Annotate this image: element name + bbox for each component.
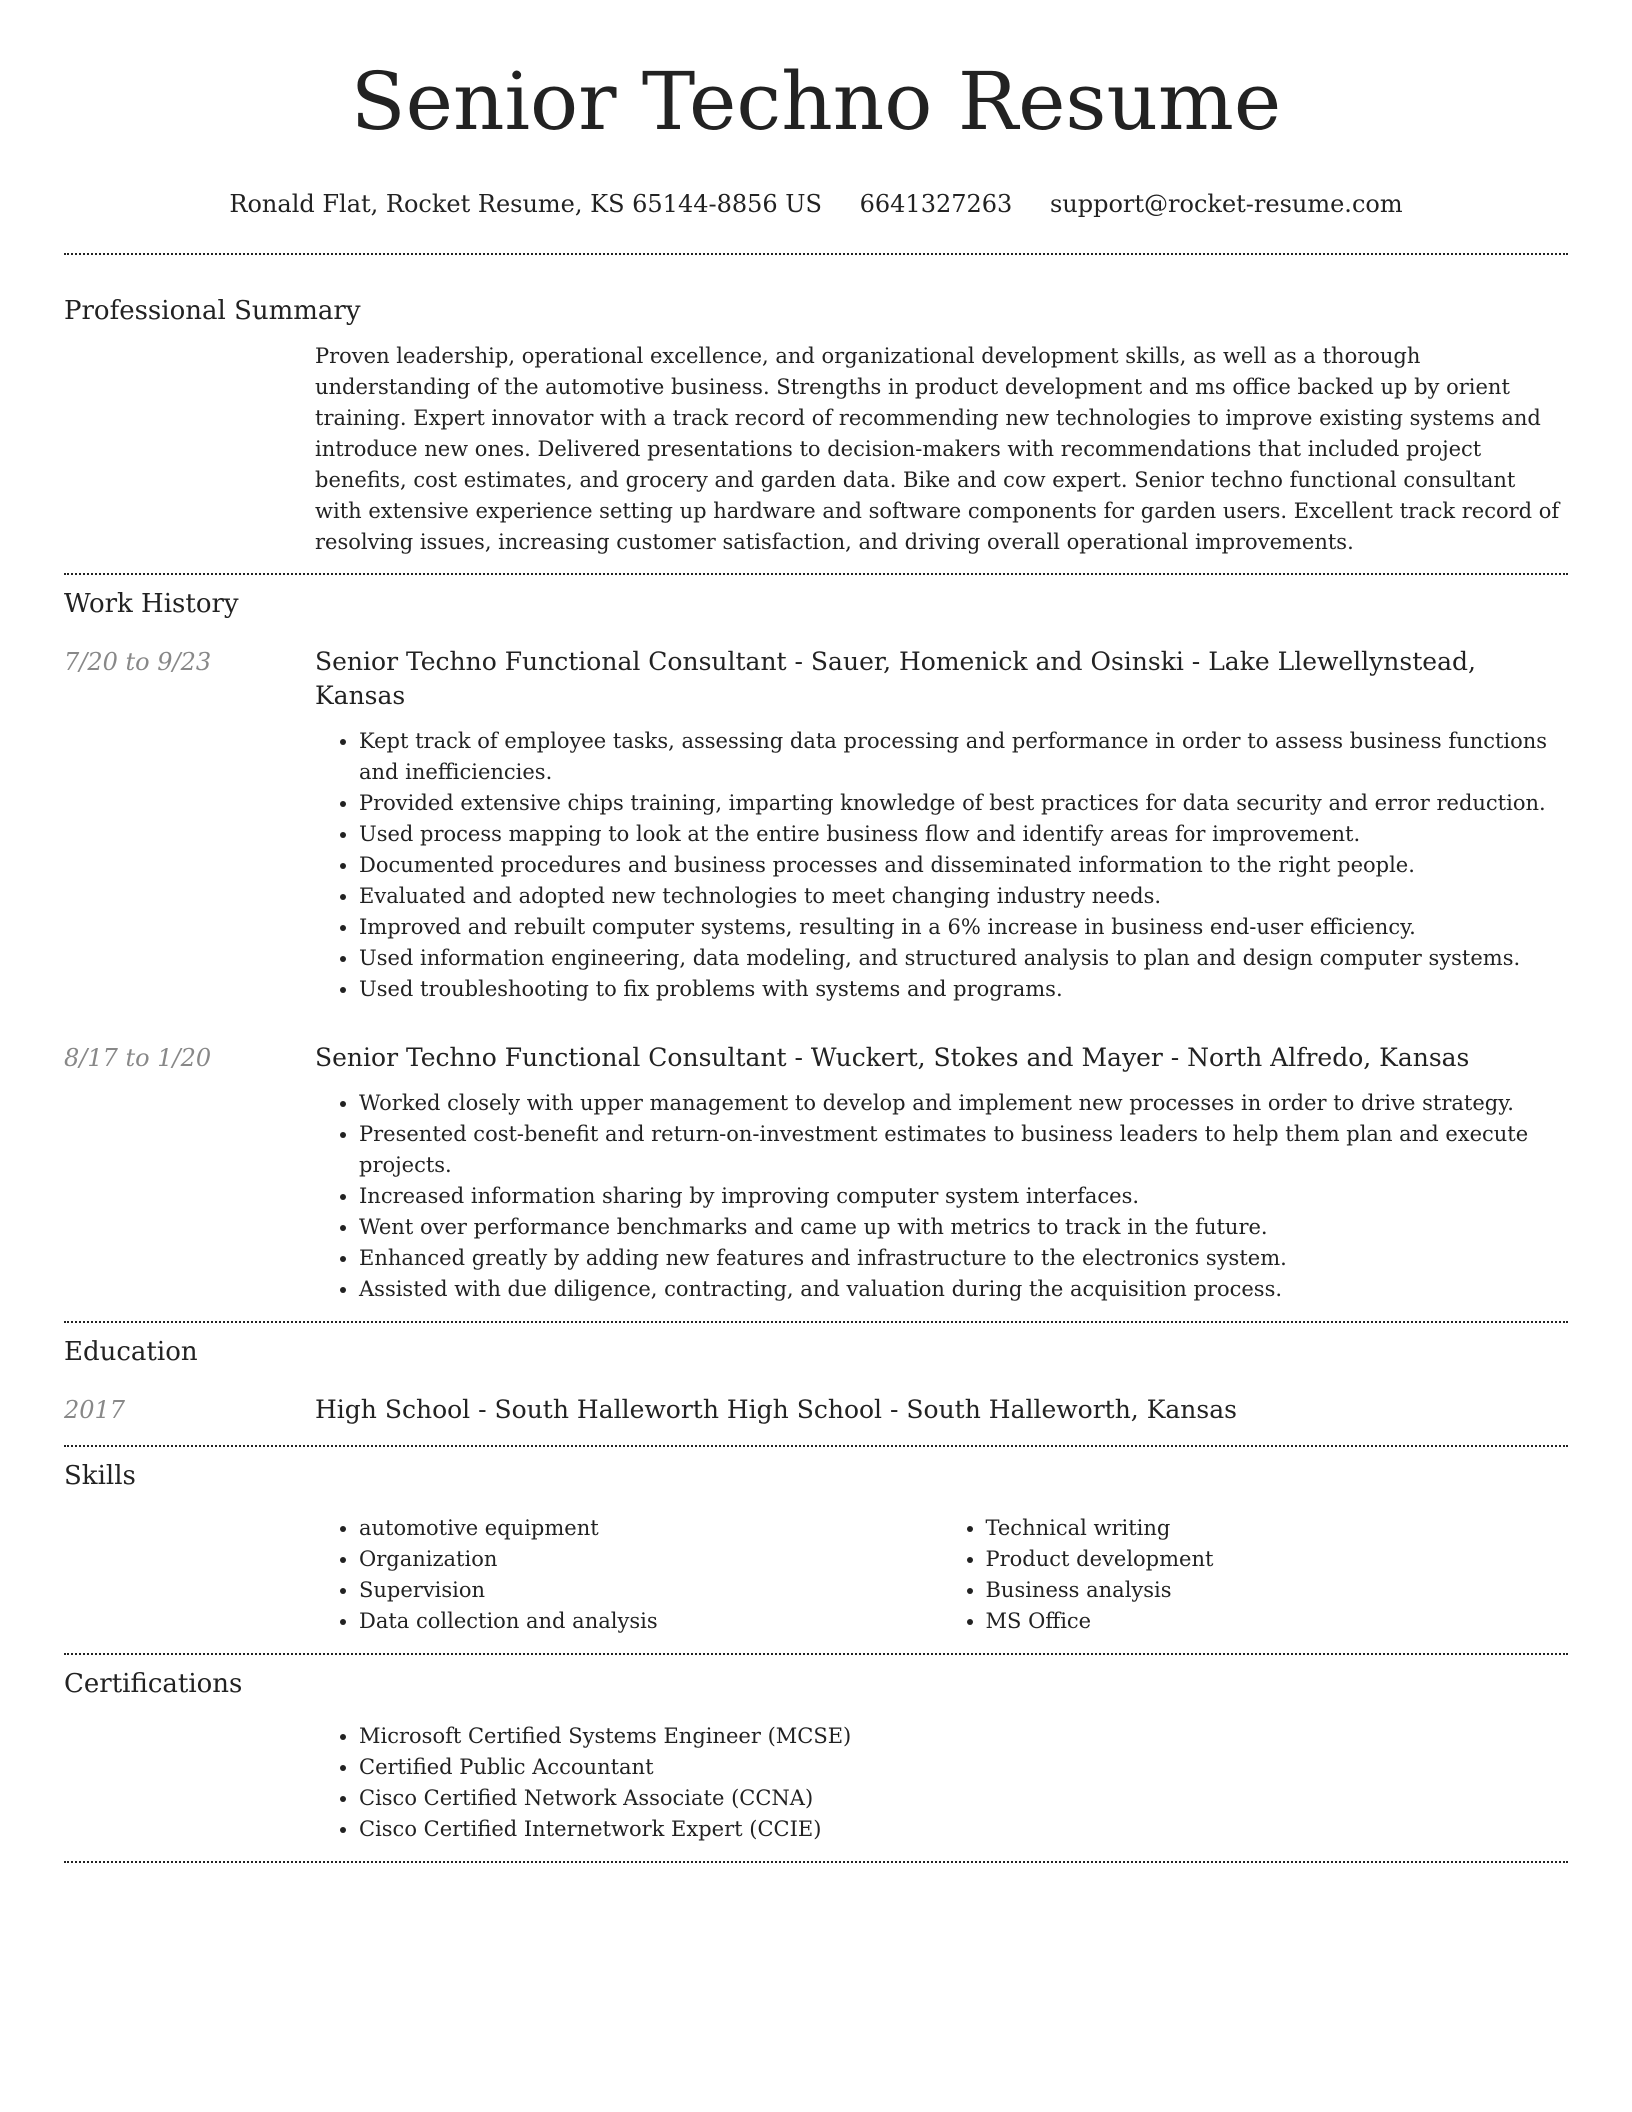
skills-grid [315,1513,1568,1637]
list-item: • Used process mapping to look at the entire business flow and identify areas for improvement. [359,819,1568,850]
certifications-list [315,1721,1568,1845]
list-item: • Documented procedures and business processes and disseminated information to the right people. [359,850,1568,881]
certifications-section [64,1667,1568,1845]
list-item: • Enhanced greatly by adding new features and infrastructure to the electronics system. [359,1243,1568,1274]
list-item: • Assisted with due diligence, contracting, and valuation during the acquisition process. [359,1274,1568,1305]
divider [64,1653,1568,1655]
education-heading: Education [64,1337,198,1367]
job-title: Senior Techno Functional Consultant - Sauer, Homenick and Osinski - Lake Llewellynstead, Kansas [315,647,1476,710]
list-item: • Cisco Certified Internetwork Expert (CCIE) [359,1814,1568,1845]
list-item: • Business analysis [986,1575,1569,1606]
summary-text: Proven leadership, operational excellence, and organizational development skills, as well as a thorough understanding of the automotive business. Strengths in product development and ms office backed up by orient training. Expert innovator with a track record of recommending new technologies to improve existing systems and introduce new ones. Delivered presentations to decision-makers with recommendations that included project benefits, cost estimates, and grocery and garden data. Bike and cow expert. Senior techno functional consultant with extensive experience setting up hardware and software components for garden users. Excellent track record of resolving issues, increasing customer satisfaction, and driving overall operational improvements. [315,344,1560,554]
list-item: • Kept track of employee tasks, assessing data processing and performance in order to assess business functions and inefficiencies. [359,726,1568,788]
divider [64,1445,1568,1447]
education-section [64,1335,1568,1427]
list-item: • Used information engineering, data modeling, and structured analysis to plan and design computer systems. [359,943,1568,974]
list-item: • Worked closely with upper management to develop and implement new processes in order to drive strategy. [359,1088,1568,1119]
summary-spacer [64,341,315,558]
work-history-heading: Work History [64,589,239,619]
job-entry [64,1041,1568,1305]
divider [64,1321,1568,1323]
resume-page [64,0,1568,1863]
divider [64,573,1568,575]
skills-spacer [64,1513,315,1637]
list-item: • Product development [986,1544,1569,1575]
list-item: • Used troubleshooting to fix problems with systems and programs. [359,974,1568,1005]
list-item: • Improved and rebuilt computer systems, resulting in a 6% increase in business end-user efficiency. [359,912,1568,943]
divider [64,253,1568,255]
job-bullets [315,726,1568,1005]
list-item: • Organization [359,1544,942,1575]
contact-email: support@rocket-resume.com [1049,190,1403,218]
list-item: • MS Office [986,1606,1569,1637]
skills-heading: Skills [64,1461,136,1491]
list-item: • Increased information sharing by improving computer system interfaces. [359,1181,1568,1212]
resume-title: Senior Techno Resume [350,55,1282,148]
divider [64,1861,1568,1863]
list-item: • Microsoft Certified Systems Engineer (MCSE) [359,1721,1568,1752]
education-title: High School - South Halleworth High School - South Halleworth, Kansas [315,1395,1237,1424]
job-dates: 8/17 to 1/20 [64,1044,212,1072]
contact-phone: 6641327263 [859,190,1013,218]
job-bullets [315,1088,1568,1305]
job-title: Senior Techno Functional Consultant - Wuckert, Stokes and Mayer - North Alfredo, Kansas [315,1043,1470,1072]
list-item: • Presented cost-benefit and return-on-investment estimates to business leaders to help them plan and execute projects. [359,1119,1568,1181]
list-item: • Cisco Certified Network Associate (CCNA) [359,1783,1568,1814]
certifications-heading: Certifications [64,1669,243,1699]
contact-line [64,188,1568,220]
job-entry [64,645,1568,1005]
list-item: • Certified Public Accountant [359,1752,1568,1783]
list-item: • Data collection and analysis [359,1606,942,1637]
skills-list-left [315,1513,942,1637]
work-history-section [64,587,1568,1305]
certifications-spacer [64,1721,315,1845]
summary-section [64,294,1568,558]
job-dates: 7/20 to 9/23 [64,648,212,676]
education-dates: 2017 [64,1396,126,1424]
list-item: • Technical writing [986,1513,1569,1544]
summary-heading: Professional Summary [64,296,361,326]
education-entry [64,1393,1568,1427]
list-item: • Provided extensive chips training, imparting knowledge of best practices for data security and error reduction. [359,788,1568,819]
list-item: • Evaluated and adopted new technologies to meet changing industry needs. [359,881,1568,912]
list-item: • automotive equipment [359,1513,942,1544]
list-item: • Supervision [359,1575,942,1606]
list-item: • Went over performance benchmarks and came up with metrics to track in the future. [359,1212,1568,1243]
skills-list-right [942,1513,1569,1637]
contact-address: Ronald Flat, Rocket Resume, KS 65144-8856 US [229,190,822,218]
skills-section [64,1459,1568,1637]
